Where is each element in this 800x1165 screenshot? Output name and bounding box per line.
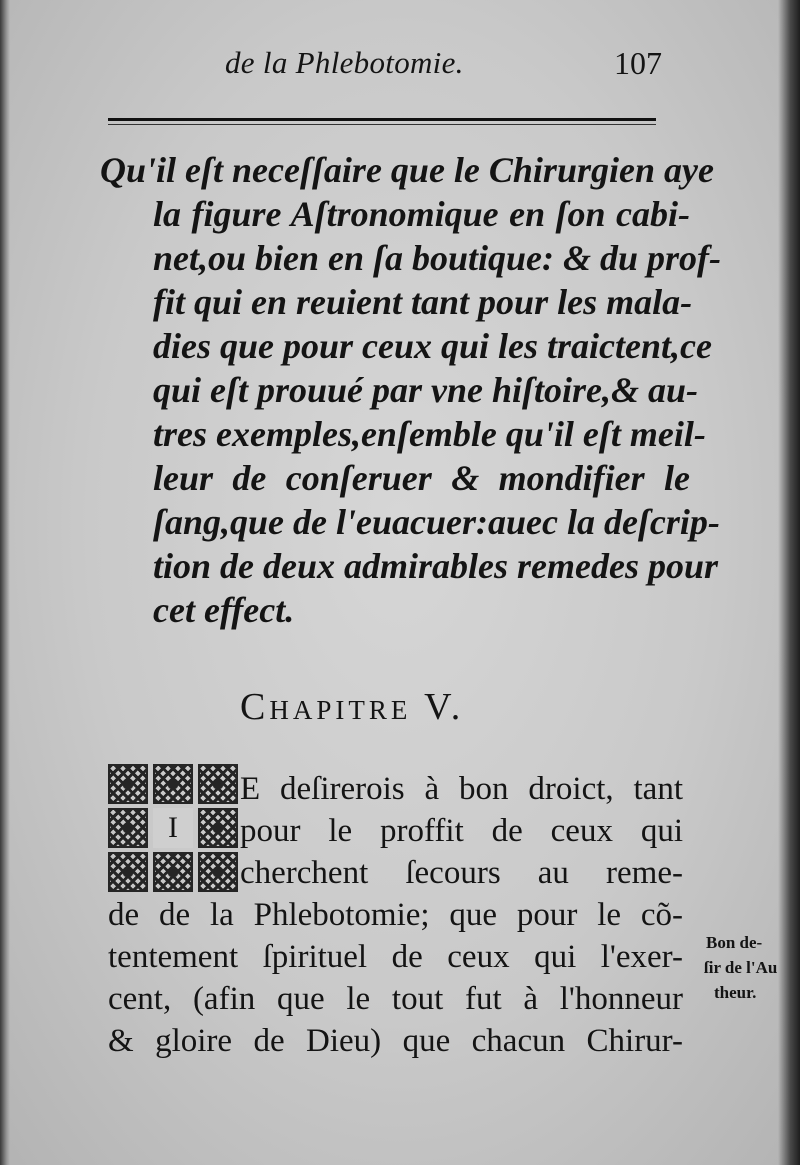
summary-line: qui eſt prouué par vne hiſtoire,& au- (153, 370, 699, 410)
margin-note-line: Bon de- (706, 933, 763, 952)
body-line: de de la Phlebotomie; que pour le cõ- (108, 897, 683, 933)
body-line: cent, (afin que le tout fut à l'honneur (108, 981, 683, 1017)
chapter-title: Chapitre V. (240, 686, 465, 728)
header-rule-thin (108, 124, 656, 125)
body-text (108, 768, 683, 1062)
summary-line: ſang,que de l'euacuer:auec la deſcrip- (153, 502, 720, 542)
binding-edge-left (0, 0, 10, 1165)
body-line: tentement ſpirituel de ceux qui l'exer- (108, 939, 683, 975)
margin-note (704, 930, 794, 1005)
summary-line: leur de conſeruer & mondifier le (153, 458, 690, 498)
margin-note-line: ſir de l'Au (704, 958, 778, 977)
page-header (0, 45, 800, 95)
running-head: de la Phlebotomie. (225, 45, 464, 80)
body-line: pour le proffit de ceux qui (240, 813, 683, 849)
body-line: & gloire de Dieu) que chacun Chirur- (108, 1023, 683, 1059)
body-line: cherchent ſecours au reme- (240, 855, 683, 891)
drop-cap-letter: I (153, 808, 193, 848)
summary-line: cet effect. (153, 590, 295, 630)
summary-line: dies que pour ceux qui les traictent,ce (153, 326, 712, 366)
summary-line: fit qui en reuient tant pour les mala- (153, 282, 693, 322)
summary-line: tres exemples,enſemble qu'il eſt meil- (153, 414, 706, 454)
margin-note-line: theur. (714, 983, 757, 1002)
summary-line: tion de deux admirables remedes pour (153, 546, 718, 586)
header-rule (108, 118, 656, 121)
body-line: E deſirerois à bon droict, tant (240, 771, 683, 807)
summary-line: net,ou bien en ſa boutique: & du prof- (153, 238, 722, 278)
summary-line: la figure Aſtronomique en ſon cabi- (153, 194, 690, 234)
page-number: 107 (614, 45, 662, 81)
chapter-summary (100, 148, 722, 632)
summary-line: Qu'il eſt neceſſaire que le Chirurgien aye (100, 150, 714, 190)
